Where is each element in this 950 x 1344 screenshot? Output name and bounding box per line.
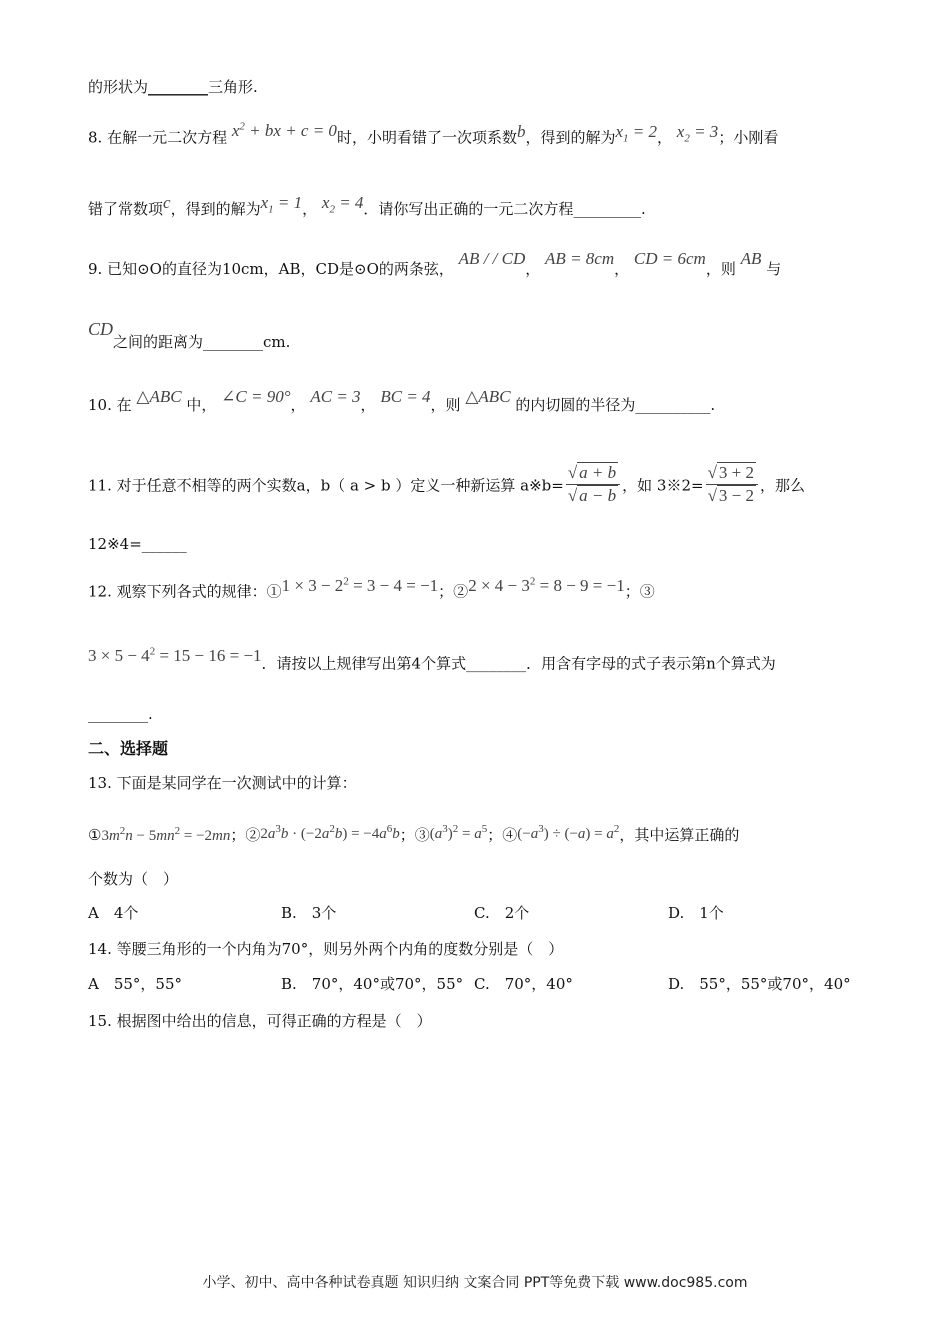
solution-x2: $x_2 = 3$ bbox=[676, 121, 719, 145]
answer-blank: ________ bbox=[466, 654, 527, 673]
footer-text: 小学、初中、高中各种试卷真题 知识归纳 文案合同 PPT等免费下载 www.doc985.com bbox=[202, 1275, 748, 1291]
question-9-line-2 bbox=[88, 319, 854, 353]
text: 错了常数项 bbox=[88, 200, 164, 218]
text: ，那么 bbox=[760, 476, 806, 495]
symbol-cd: CD bbox=[88, 319, 114, 339]
text: ；小刚看 bbox=[718, 128, 779, 147]
question-12-line-3 bbox=[88, 703, 854, 725]
solution-x2: $x_2 = 4$ bbox=[321, 193, 364, 216]
text: ，其中运算正确的 bbox=[619, 826, 740, 844]
continuation-line bbox=[88, 76, 854, 98]
question-13-stem: 13. 下面是某同学在一次测试中的计算： bbox=[88, 774, 357, 792]
cd-length: CD = 6cm bbox=[633, 249, 706, 268]
calc-2: $2a^3b \cdot (-2a^2b) = -4a^6b$ bbox=[260, 823, 400, 842]
text: ；③ bbox=[624, 582, 655, 601]
text: . bbox=[148, 705, 153, 723]
calc-4: $(-a^3) \div (-a) = a^2$ bbox=[517, 823, 620, 842]
text: 8. 在解一元二次方程 bbox=[88, 128, 228, 147]
equation: $x^2$ + bx + c = 0 bbox=[231, 120, 337, 140]
answer-blank: ________ bbox=[203, 333, 264, 351]
answer-blank: _________ bbox=[573, 200, 641, 218]
question-8-line-1: 8. 在解一元二次方程 $x^2$ + bx + c = 0时，小明看错了一次项系数b，得到的解为$x_1 = 2$， $x_2 = 3$；小刚看 bbox=[88, 120, 779, 147]
text: ，则 bbox=[705, 260, 736, 278]
text: 之间的距离为 bbox=[113, 333, 204, 351]
solution-x1: $x_1 = 2$ bbox=[615, 121, 657, 145]
text: ．请按以上规律写出第4个算式 bbox=[261, 654, 467, 673]
symbol-ab: AB bbox=[740, 249, 762, 268]
option-c[interactable]: C. 2个 bbox=[474, 904, 530, 922]
option-d[interactable]: D. 1个 bbox=[668, 904, 724, 922]
text: 10. 在 bbox=[88, 396, 132, 414]
angle-c: ∠C = 90° bbox=[221, 387, 291, 406]
text: 12. 观察下列各式的规律：① bbox=[88, 582, 282, 601]
text: 三角形. bbox=[208, 78, 258, 96]
triangle-abc: △ABC bbox=[465, 387, 511, 406]
definition-fraction: $\frac{√ a + b}{√ a - b}$ bbox=[566, 462, 620, 507]
symbol-b: b bbox=[516, 121, 526, 141]
text: ；③ bbox=[399, 826, 430, 844]
text: 11. 对于任意不相等的两个实数a，b（ a > b ）定义一种新运算 a※b= bbox=[88, 476, 564, 495]
solution-x1: $x_1 = 1$ bbox=[260, 193, 303, 216]
question-11-line-2 bbox=[88, 533, 854, 555]
answer-blank: ________ bbox=[148, 78, 209, 96]
question-11-line-1 bbox=[88, 464, 854, 509]
option-a[interactable]: A 55°，55° bbox=[88, 975, 183, 993]
symbol-c: c bbox=[163, 193, 171, 212]
option-b[interactable]: B. 70°，40°或70°，55° bbox=[281, 975, 464, 993]
question-15-stem: 15. 根据图中给出的信息，可得正确的方程是（ ） bbox=[88, 1012, 432, 1030]
answer-blank: __________ bbox=[635, 396, 711, 414]
ac-value: AC = 3 bbox=[310, 387, 361, 406]
text: ．请你写出正确的一元二次方程 bbox=[363, 200, 574, 218]
text: 时，小明看错了一次项系数 bbox=[336, 128, 517, 147]
text: 12※4= bbox=[88, 535, 142, 553]
section-title: 二、选择题 bbox=[88, 739, 169, 758]
calc-1: $3m^2n - 5mn^2 = -2mn$ bbox=[101, 825, 231, 844]
answer-blank: ________ bbox=[88, 705, 148, 723]
text: . bbox=[640, 200, 646, 218]
option-a[interactable]: A 4个 bbox=[88, 904, 139, 922]
text: ，则 bbox=[430, 396, 461, 414]
text: . bbox=[710, 396, 716, 414]
question-14-stem: 14. 等腰三角形的一个内角为70°，则另外两个内角的度数分别是（ ） bbox=[88, 940, 564, 958]
text: 与 bbox=[766, 260, 782, 278]
text: 中， bbox=[186, 396, 217, 414]
question-12-line-1 bbox=[88, 576, 854, 603]
example-fraction: $\frac{√ 3 + 2}{√ 3 - 2}$ bbox=[706, 462, 758, 507]
option-c[interactable]: C. 70°，40° bbox=[474, 975, 573, 993]
answer-blank: ______ bbox=[141, 535, 187, 553]
text: ；② bbox=[438, 582, 469, 601]
bc-value: BC = 4 bbox=[380, 387, 431, 406]
text: ，如 3※2= bbox=[622, 476, 704, 495]
ab-length: AB = 8cm bbox=[545, 249, 615, 268]
text: ，得到的解为 bbox=[525, 128, 616, 147]
pattern-3: $3 \times 5 - 4^2 = 15 - 16 = -1$ bbox=[88, 645, 262, 665]
question-8-line-2: 错了常数项c，得到的解为$x_1 = 1$， $x_2 = 4$．请你写出正确的一元二次方程_________. bbox=[88, 193, 646, 218]
option-b[interactable]: B. 3个 bbox=[281, 904, 337, 922]
parallel-expr: AB / / CD bbox=[458, 249, 526, 268]
pattern-2: $2 \times 4 - 3^2 = 8 - 9 = -1$ bbox=[468, 575, 625, 595]
option-d[interactable]: D. 55°，55°或70°，40° bbox=[668, 975, 851, 993]
calc-3: $(a^3)^2 = a^5$ bbox=[429, 823, 488, 842]
question-10-line: 10. 在 △ABC 中， ∠C = 90°， AC = 3， BC = 4，则 △ABC 的内切圆的半径为__________. bbox=[88, 387, 716, 414]
text: 9. 已知⊙O的直径为10cm，AB，CD是⊙O的两条弦， bbox=[88, 260, 454, 278]
question-13-line-3: 个数为（ ） bbox=[88, 870, 179, 888]
text: ；④ bbox=[487, 826, 518, 844]
text: 的内切圆的半径为 bbox=[515, 396, 636, 414]
text: ；② bbox=[230, 826, 261, 844]
text: cm. bbox=[263, 333, 291, 351]
triangle-abc: △ABC bbox=[136, 387, 182, 406]
text: ① bbox=[88, 826, 102, 844]
text: ．用含有字母的式子表示第n个算式为 bbox=[526, 654, 776, 673]
question-13-choices bbox=[88, 820, 854, 847]
question-9-line-1: 9. 已知⊙O的直径为10cm，AB，CD是⊙O的两条弦， AB / / CD， AB = 8cm， CD = 6cm，则 AB 与 bbox=[88, 249, 782, 278]
pattern-1: $1 \times 3 - 2^2 = 3 - 4 = -1$ bbox=[281, 575, 439, 595]
text: ，得到的解为 bbox=[170, 200, 261, 218]
text: 的形状为 bbox=[88, 78, 149, 96]
question-12-line-2 bbox=[88, 645, 854, 675]
